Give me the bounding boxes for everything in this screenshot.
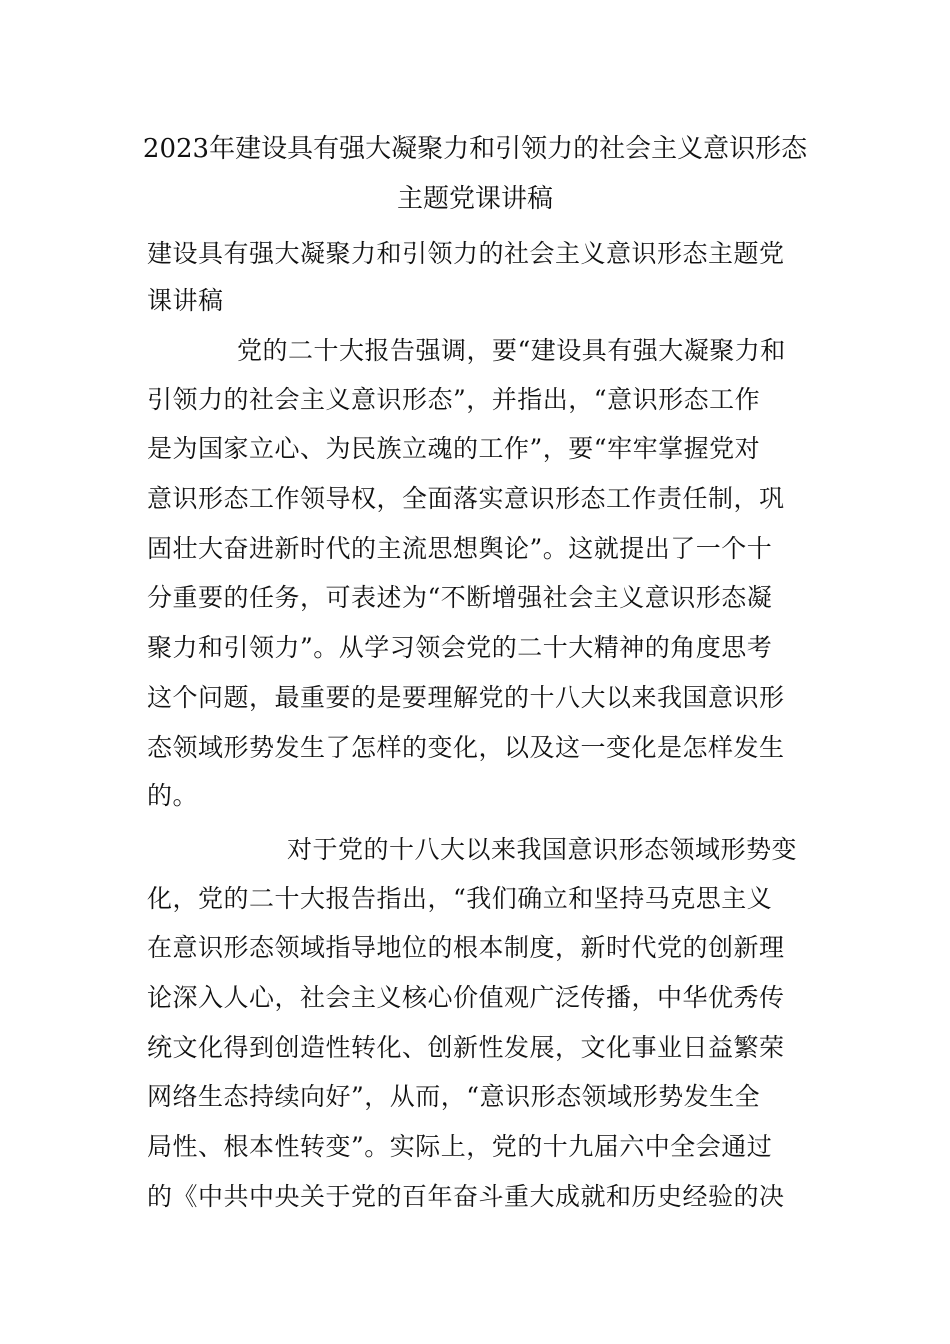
paragraph-2-line-1: 对于党的十八大以来我国意识形态领域形势变 (287, 835, 798, 864)
paragraph-2-line-5: 统文化得到创造性转化、创新性发展，文化事业日益繁荣 (147, 1033, 785, 1062)
subtitle-line-1: 建设具有强大凝聚力和引领力的社会主义意识形态主题党 (147, 239, 785, 268)
paragraph-1-line-2: 引领力的社会主义意识形态”，并指出，“意识形态工作 (147, 385, 761, 414)
paragraph-1-line-4: 意识形态工作领导权，全面落实意识形态工作责任制，巩 (147, 484, 785, 513)
subtitle-line-2: 课讲稿 (147, 286, 224, 315)
paragraph-1-line-3: 是为国家立心、为民族立魂的工作”，要“牢牢掌握党对 (147, 434, 761, 463)
paragraph-1-line-9: 态领域形势发生了怎样的变化，以及这一变化是怎样发生 (147, 733, 785, 762)
paragraph-1-line-7: 聚力和引领力”。从学习领会党的二十大精神的角度思考 (147, 633, 773, 662)
paragraph-1-line-5: 固壮大奋进新时代的主流思想舆论”。这就提出了一个十 (147, 534, 773, 563)
document-title-line-2: 主题党课讲稿 (396, 184, 553, 214)
paragraph-2-line-7: 局性、根本性转变”。实际上，党的十九届六中全会通过 (147, 1132, 773, 1161)
document-title-line-1: 2023年建设具有强大凝聚力和引领力的社会主义意识形态 (142, 134, 808, 164)
paragraph-2-line-2: 化，党的二十大报告指出，“我们确立和坚持马克思主义 (147, 884, 773, 913)
paragraph-1-line-8: 这个问题，最重要的是要理解党的十八大以来我国意识形 (147, 683, 785, 712)
paragraph-2-line-6: 网络生态持续向好”，从而，“意识形态领域形势发生全 (147, 1082, 761, 1111)
paragraph-2-line-4: 论深入人心，社会主义核心价值观广泛传播，中华优秀传 (147, 983, 785, 1012)
paragraph-1-line-10: 的。 (147, 781, 199, 810)
paragraph-1-line-6: 分重要的任务，可表述为“不断增强社会主义意识形态凝 (147, 583, 773, 612)
paragraph-1-line-1: 党的二十大报告强调，要“建设具有强大凝聚力和 (237, 336, 786, 365)
paragraph-2-line-3: 在意识形态领域指导地位的根本制度，新时代党的创新理 (147, 933, 785, 962)
paragraph-2-line-8: 的《中共中央关于党的百年奋斗重大成就和历史经验的决 (147, 1182, 785, 1211)
